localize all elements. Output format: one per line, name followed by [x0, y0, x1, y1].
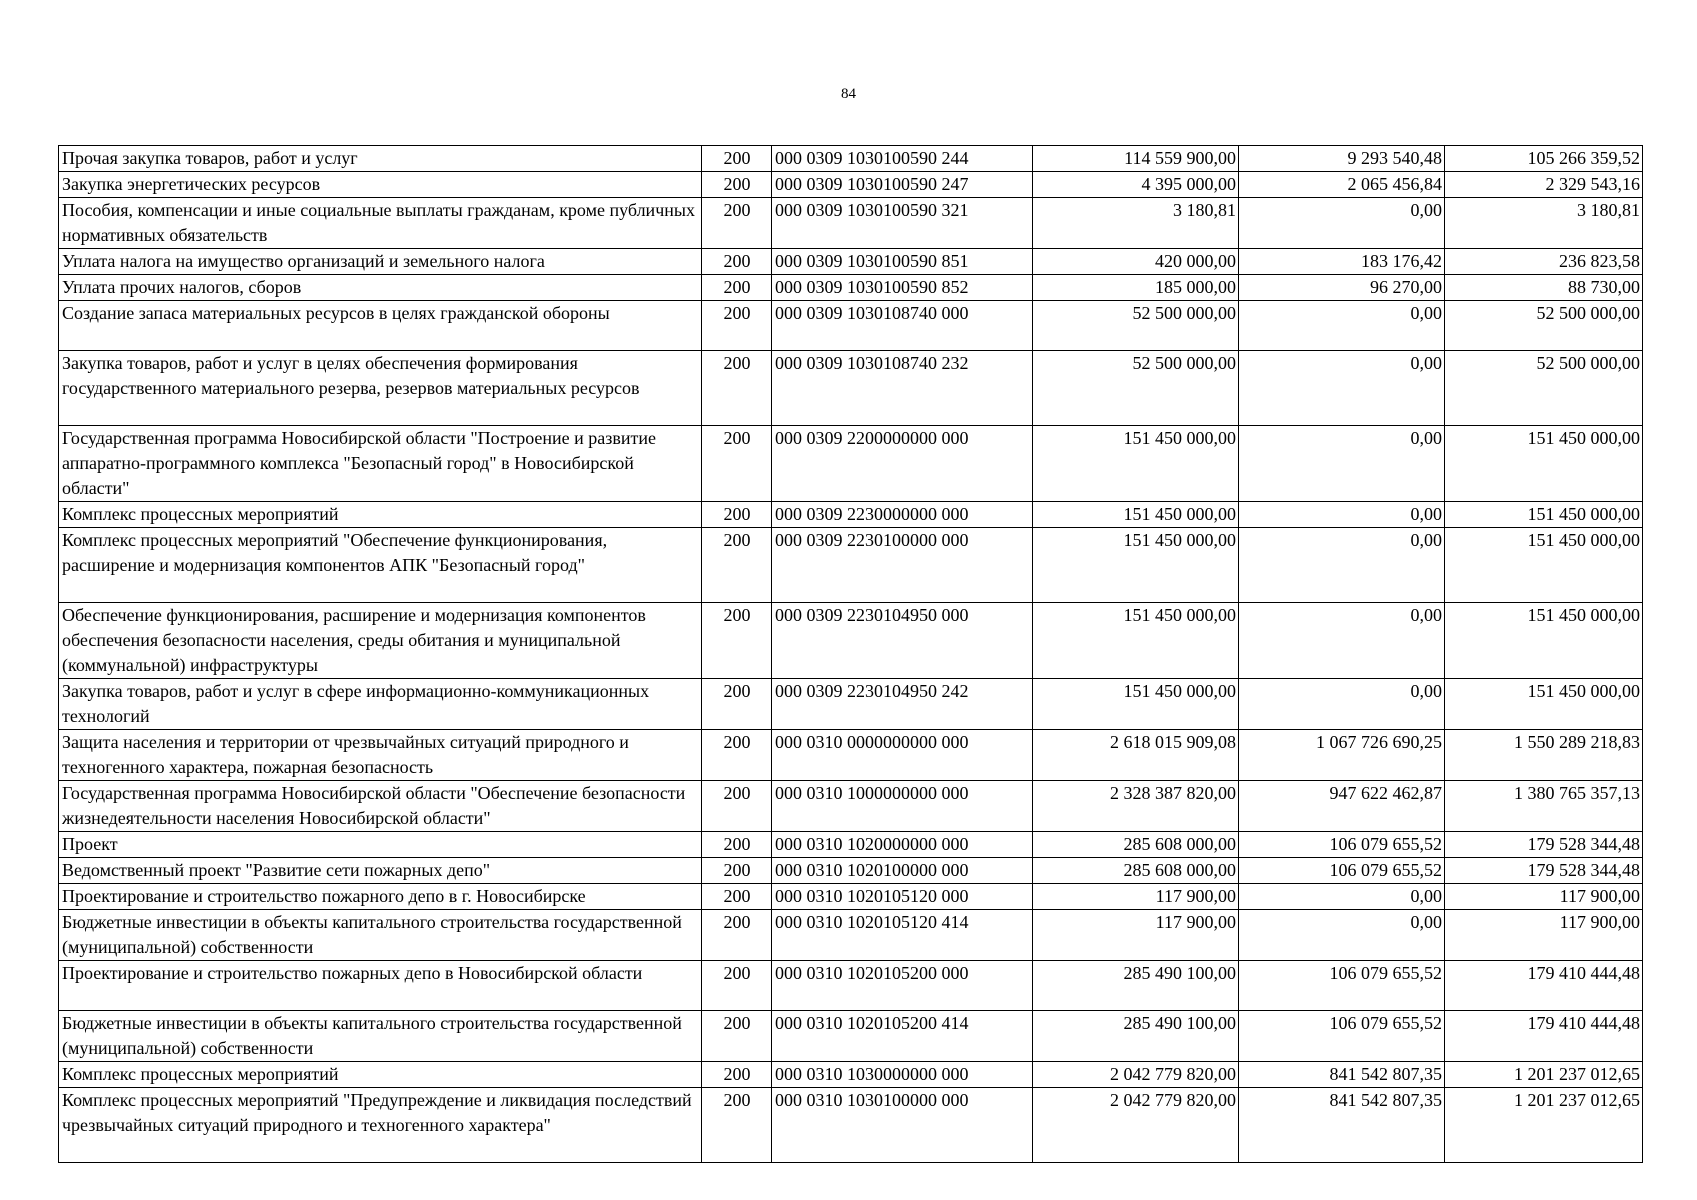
approved-amount: 2 042 779 820,00	[1033, 1062, 1239, 1088]
expense-name: Комплекс процессных мероприятий	[59, 1062, 702, 1088]
table-row	[59, 275, 1643, 301]
executed-amount: 0,00	[1239, 301, 1445, 351]
executed-amount: 2 065 456,84	[1239, 172, 1445, 198]
line-code: 200	[702, 198, 772, 249]
budget-classification-code: 000 0309 1030100590 247	[772, 172, 1033, 198]
expense-name: Бюджетные инвестиции в объекты капитального строительства государственной (муниципальной) собственности	[59, 910, 702, 961]
table-row	[59, 679, 1643, 730]
remaining-amount: 52 500 000,00	[1445, 301, 1643, 351]
executed-amount: 947 622 462,87	[1239, 781, 1445, 832]
approved-amount: 185 000,00	[1033, 275, 1239, 301]
remaining-amount: 151 450 000,00	[1445, 679, 1643, 730]
line-code: 200	[702, 781, 772, 832]
budget-classification-code: 000 0309 2230000000 000	[772, 502, 1033, 528]
budget-classification-code: 000 0310 1020105120 414	[772, 910, 1033, 961]
remaining-amount: 3 180,81	[1445, 198, 1643, 249]
table-row	[59, 961, 1643, 1011]
remaining-amount: 236 823,58	[1445, 249, 1643, 275]
line-code: 200	[702, 1062, 772, 1088]
approved-amount: 52 500 000,00	[1033, 351, 1239, 426]
budget-classification-code: 000 0310 1020105200 000	[772, 961, 1033, 1011]
remaining-amount: 179 410 444,48	[1445, 961, 1643, 1011]
executed-amount: 106 079 655,52	[1239, 961, 1445, 1011]
remaining-amount: 151 450 000,00	[1445, 603, 1643, 679]
executed-amount: 106 079 655,52	[1239, 832, 1445, 858]
line-code: 200	[702, 172, 772, 198]
table-row	[59, 832, 1643, 858]
remaining-amount: 105 266 359,52	[1445, 146, 1643, 172]
remaining-amount: 179 528 344,48	[1445, 832, 1643, 858]
remaining-amount: 117 900,00	[1445, 884, 1643, 910]
expense-name: Пособия, компенсации и иные социальные выплаты гражданам, кроме публичных нормативных обязательств	[59, 198, 702, 249]
executed-amount: 106 079 655,52	[1239, 1011, 1445, 1062]
budget-classification-code: 000 0310 1030000000 000	[772, 1062, 1033, 1088]
budget-classification-code: 000 0309 1030100590 321	[772, 198, 1033, 249]
line-code: 200	[702, 858, 772, 884]
line-code: 200	[702, 249, 772, 275]
approved-amount: 114 559 900,00	[1033, 146, 1239, 172]
budget-classification-code: 000 0310 1000000000 000	[772, 781, 1033, 832]
budget-classification-code: 000 0309 1030108740 000	[772, 301, 1033, 351]
remaining-amount: 179 528 344,48	[1445, 858, 1643, 884]
expense-name: Закупка энергетических ресурсов	[59, 172, 702, 198]
budget-classification-code: 000 0309 2230104950 242	[772, 679, 1033, 730]
remaining-amount: 117 900,00	[1445, 910, 1643, 961]
executed-amount: 0,00	[1239, 884, 1445, 910]
expense-name: Закупка товаров, работ и услуг в целях обеспечения формирования государственного материального резерва, резервов материальных ресурсов	[59, 351, 702, 426]
budget-classification-code: 000 0309 1030100590 852	[772, 275, 1033, 301]
page-number: 84	[841, 86, 856, 102]
expense-name: Проект	[59, 832, 702, 858]
approved-amount: 285 490 100,00	[1033, 1011, 1239, 1062]
approved-amount: 285 608 000,00	[1033, 858, 1239, 884]
executed-amount: 0,00	[1239, 528, 1445, 603]
expense-name: Уплата прочих налогов, сборов	[59, 275, 702, 301]
table-row	[59, 781, 1643, 832]
line-code: 200	[702, 961, 772, 1011]
approved-amount: 285 490 100,00	[1033, 961, 1239, 1011]
remaining-amount: 151 450 000,00	[1445, 426, 1643, 502]
approved-amount: 117 900,00	[1033, 884, 1239, 910]
expense-name: Создание запаса материальных ресурсов в целях гражданской обороны	[59, 301, 702, 351]
table-row	[59, 172, 1643, 198]
expense-name: Комплекс процессных мероприятий	[59, 502, 702, 528]
budget-classification-code: 000 0309 2230104950 000	[772, 603, 1033, 679]
executed-amount: 9 293 540,48	[1239, 146, 1445, 172]
remaining-amount: 151 450 000,00	[1445, 528, 1643, 603]
budget-classification-code: 000 0309 1030100590 244	[772, 146, 1033, 172]
expense-name: Проектирование и строительство пожарного депо в г. Новосибирске	[59, 884, 702, 910]
expense-name: Комплекс процессных мероприятий "Обеспечение функционирования, расширение и модернизация компонентов АПК "Безопасный город"	[59, 528, 702, 603]
executed-amount: 0,00	[1239, 426, 1445, 502]
line-code: 200	[702, 884, 772, 910]
approved-amount: 285 608 000,00	[1033, 832, 1239, 858]
line-code: 200	[702, 603, 772, 679]
line-code: 200	[702, 1011, 772, 1062]
budget-classification-code: 000 0309 1030108740 232	[772, 351, 1033, 426]
approved-amount: 151 450 000,00	[1033, 426, 1239, 502]
budget-classification-code: 000 0309 1030100590 851	[772, 249, 1033, 275]
executed-amount: 0,00	[1239, 351, 1445, 426]
budget-classification-code: 000 0310 1030100000 000	[772, 1088, 1033, 1163]
remaining-amount: 1 201 237 012,65	[1445, 1088, 1643, 1163]
line-code: 200	[702, 301, 772, 351]
remaining-amount: 88 730,00	[1445, 275, 1643, 301]
remaining-amount: 151 450 000,00	[1445, 502, 1643, 528]
executed-amount: 841 542 807,35	[1239, 1088, 1445, 1163]
approved-amount: 151 450 000,00	[1033, 679, 1239, 730]
table-row	[59, 146, 1643, 172]
approved-amount: 151 450 000,00	[1033, 502, 1239, 528]
line-code: 200	[702, 910, 772, 961]
remaining-amount: 1 550 289 218,83	[1445, 730, 1643, 781]
executed-amount: 0,00	[1239, 679, 1445, 730]
remaining-amount: 1 201 237 012,65	[1445, 1062, 1643, 1088]
table-row	[59, 603, 1643, 679]
table-row	[59, 1088, 1643, 1163]
executed-amount: 0,00	[1239, 603, 1445, 679]
expense-name: Прочая закупка товаров, работ и услуг	[59, 146, 702, 172]
approved-amount: 117 900,00	[1033, 910, 1239, 961]
line-code: 200	[702, 1088, 772, 1163]
table-row	[59, 249, 1643, 275]
remaining-amount: 1 380 765 357,13	[1445, 781, 1643, 832]
approved-amount: 151 450 000,00	[1033, 603, 1239, 679]
executed-amount: 96 270,00	[1239, 275, 1445, 301]
approved-amount: 151 450 000,00	[1033, 528, 1239, 603]
approved-amount: 4 395 000,00	[1033, 172, 1239, 198]
table-row	[59, 910, 1643, 961]
executed-amount: 0,00	[1239, 910, 1445, 961]
expense-name: Защита населения и территории от чрезвычайных ситуаций природного и техногенного характера, пожарная безопасность	[59, 730, 702, 781]
line-code: 200	[702, 679, 772, 730]
line-code: 200	[702, 351, 772, 426]
executed-amount: 1 067 726 690,25	[1239, 730, 1445, 781]
executed-amount: 0,00	[1239, 502, 1445, 528]
line-code: 200	[702, 502, 772, 528]
executed-amount: 0,00	[1239, 198, 1445, 249]
table-row	[59, 884, 1643, 910]
budget-execution-table	[58, 145, 1643, 1163]
expense-name: Уплата налога на имущество организаций и земельного налога	[59, 249, 702, 275]
line-code: 200	[702, 528, 772, 603]
table-row	[59, 1011, 1643, 1062]
expense-name: Проектирование и строительство пожарных депо в Новосибирской области	[59, 961, 702, 1011]
table-row	[59, 730, 1643, 781]
remaining-amount: 179 410 444,48	[1445, 1011, 1643, 1062]
budget-classification-code: 000 0309 2200000000 000	[772, 426, 1033, 502]
approved-amount: 3 180,81	[1033, 198, 1239, 249]
budget-classification-code: 000 0310 0000000000 000	[772, 730, 1033, 781]
expense-name: Закупка товаров, работ и услуг в сфере информационно-коммуникационных технологий	[59, 679, 702, 730]
approved-amount: 420 000,00	[1033, 249, 1239, 275]
table-row	[59, 351, 1643, 426]
budget-classification-code: 000 0310 1020105200 414	[772, 1011, 1033, 1062]
table-row	[59, 528, 1643, 603]
line-code: 200	[702, 146, 772, 172]
line-code: 200	[702, 832, 772, 858]
expense-name: Бюджетные инвестиции в объекты капитального строительства государственной (муниципальной) собственности	[59, 1011, 702, 1062]
budget-classification-code: 000 0310 1020105120 000	[772, 884, 1033, 910]
approved-amount: 52 500 000,00	[1033, 301, 1239, 351]
executed-amount: 106 079 655,52	[1239, 858, 1445, 884]
table-row	[59, 301, 1643, 351]
expense-name: Комплекс процессных мероприятий "Предупреждение и ликвидация последствий чрезвычайных ситуаций природного и техногенного характера"	[59, 1088, 702, 1163]
expense-name: Обеспечение функционирования, расширение и модернизация компонентов обеспечения безопасности населения, среды обитания и муниципальной (коммунальной) инфраструктуры	[59, 603, 702, 679]
remaining-amount: 2 329 543,16	[1445, 172, 1643, 198]
approved-amount: 2 618 015 909,08	[1033, 730, 1239, 781]
remaining-amount: 52 500 000,00	[1445, 351, 1643, 426]
table-row	[59, 426, 1643, 502]
expense-name: Государственная программа Новосибирской области "Обеспечение безопасности жизнедеятельности населения Новосибирской области"	[59, 781, 702, 832]
table-row	[59, 198, 1643, 249]
executed-amount: 183 176,42	[1239, 249, 1445, 275]
budget-classification-code: 000 0310 1020000000 000	[772, 832, 1033, 858]
budget-classification-code: 000 0310 1020100000 000	[772, 858, 1033, 884]
line-code: 200	[702, 275, 772, 301]
table-row	[59, 1062, 1643, 1088]
budget-classification-code: 000 0309 2230100000 000	[772, 528, 1033, 603]
expense-name: Ведомственный проект "Развитие сети пожарных депо"	[59, 858, 702, 884]
line-code: 200	[702, 426, 772, 502]
approved-amount: 2 328 387 820,00	[1033, 781, 1239, 832]
executed-amount: 841 542 807,35	[1239, 1062, 1445, 1088]
table-row	[59, 502, 1643, 528]
approved-amount: 2 042 779 820,00	[1033, 1088, 1239, 1163]
expense-name: Государственная программа Новосибирской области "Построение и развитие аппаратно-программного комплекса "Безопасный город" в Новосибирской области"	[59, 426, 702, 502]
line-code: 200	[702, 730, 772, 781]
table-row	[59, 858, 1643, 884]
